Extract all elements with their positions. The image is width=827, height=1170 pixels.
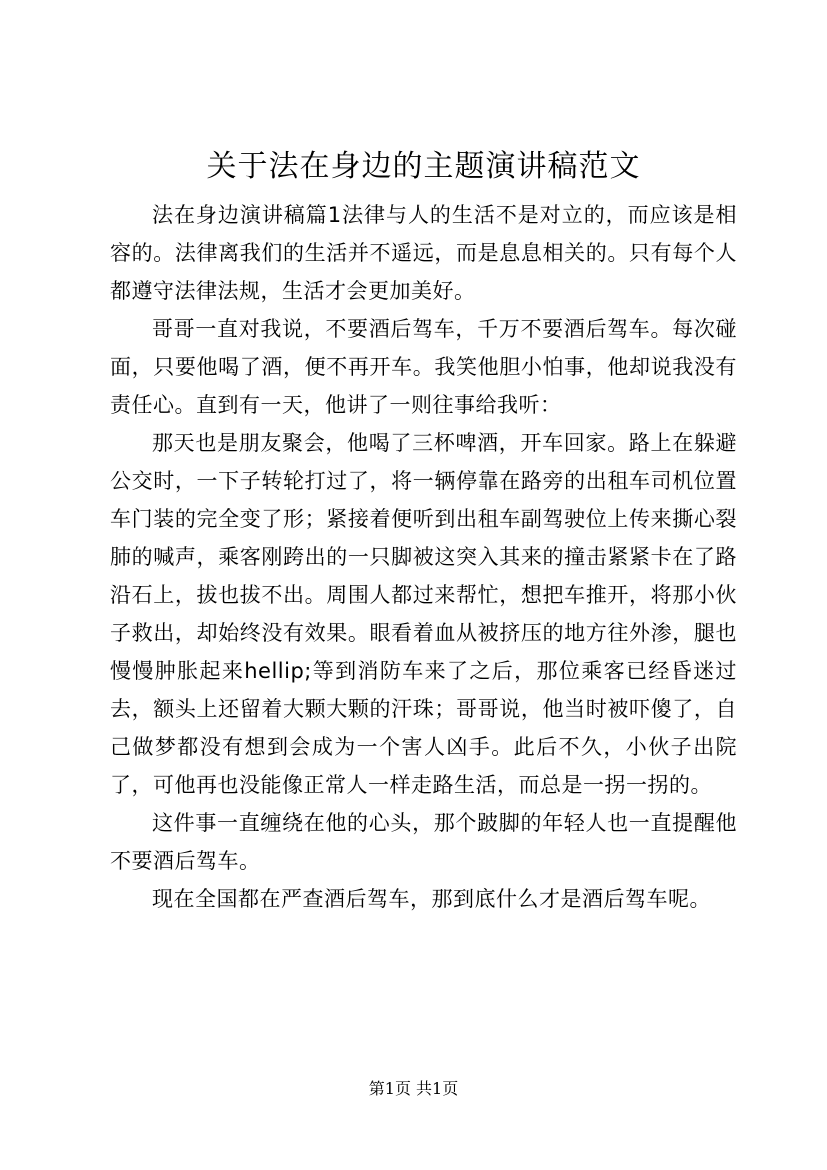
paragraph: 法在身边演讲稿篇1法律与人的生活不是对立的，而应该是相容的。法律离我们的生活并不遥远，而是息息相关的。只有每个人都遵守法律法规，生活才会更加美好。 [110, 203, 737, 303]
paragraph: 这件事一直缠绕在他的心头，那个跛脚的年轻人也一直提醒他不要酒后驾车。 [110, 811, 737, 873]
paragraph: 哥哥一直对我说，不要酒后驾车，千万不要酒后驾车。每次碰面，只要他喝了酒，便不再开车。我笑他胆小怕事，他却说我没有责任心。直到有一天，他讲了一则往事给我听： [110, 317, 737, 417]
page-footer: 第1页 共1页 [368, 1079, 459, 1098]
paragraph: 现在全国都在严查酒后驾车，那到底什么才是酒后驾车呢。 [152, 887, 711, 911]
document-title: 关于法在身边的主题演讲稿范文 [206, 149, 641, 184]
paragraph: 那天也是朋友聚会，他喝了三杯啤酒，开车回家。路上在躲避公交时，一下子转轮打过了，将一辆停靠在路旁的出租车司机位置车门装的完全变了形；紧接着便听到出租车副驾驶位上传来撕心裂肺的喊声，乘客刚跨出的一只脚被这突入其来的撞击紧紧卡在了路沿石上，拔也拔不出。周围人都过来帮忙，想把车推开，将那小伙子救出，却始终没有效果。眼看着血从被挤压的地方往外渗，腿也慢慢肿胀起来hellip;等到消防车来了之后，那位乘客已经昏迷过去，额头上还留着大颗大颗的汗珠；哥哥说，他当时被吓傻了，自己做梦都没有想到会成为一个害人凶手。此后不久，小伙子出院了，可他再也没能像正常人一样走路生活，而总是一拐一拐的。 [110, 431, 737, 797]
document-body [110, 196, 737, 918]
